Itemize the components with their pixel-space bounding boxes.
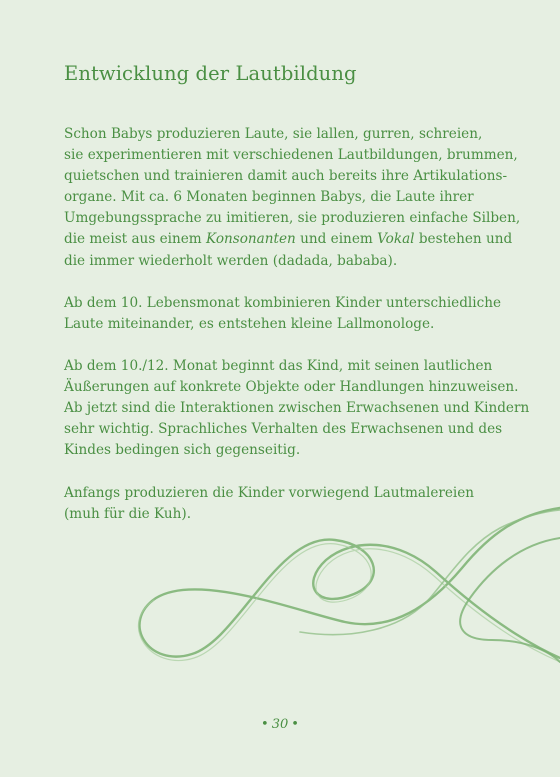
text-line — [64, 208, 521, 229]
text-run: Ab jetzt sind die Interaktionen zwischen Erwachsenen und Kindern — [64, 400, 530, 417]
text-line — [64, 398, 530, 419]
text-line — [64, 356, 504, 377]
text-run: die meist aus einem — [64, 231, 207, 248]
text-line — [64, 251, 504, 272]
paragraph — [64, 483, 504, 525]
swirl-stroke-shadow — [138, 544, 560, 662]
text-line — [64, 504, 504, 525]
text-run: Laute miteinander, es entstehen kleine Lallmonologe. — [64, 315, 435, 332]
text-line — [64, 187, 504, 208]
text-run: Ab dem 10./12. Monat beginnt das Kind, mit seinen lautlichen — [64, 358, 493, 375]
text-line — [64, 440, 504, 461]
text-line — [64, 166, 508, 187]
text-line — [64, 145, 518, 166]
page-number-value: 30 — [271, 717, 289, 732]
page-number-bullet-left: • — [261, 717, 269, 732]
page-number-bullet-right: • — [291, 717, 299, 732]
text-run: bestehen und — [414, 231, 513, 248]
body-text — [64, 124, 530, 546]
page-number — [0, 717, 560, 732]
paragraph — [64, 293, 504, 335]
page-title: Entwicklung der Lautbildung — [64, 62, 357, 85]
text-line — [64, 419, 504, 440]
paragraph — [64, 356, 530, 461]
text-run: Anfangs produzieren die Kinder vorwiegend Lautmalereien — [64, 484, 475, 501]
emphasized-term: Konsonanten — [206, 231, 296, 248]
text-run: die immer wiederholt werden (dadada, bababa). — [64, 252, 398, 269]
text-run: Kindes bedingen sich gegenseitig. — [64, 442, 301, 459]
text-line — [64, 377, 519, 398]
text-run: Umgebungssprache zu imitieren, sie produzieren einfache Silben, — [64, 210, 521, 227]
text-run: Ab dem 10. Lebensmonat kombinieren Kinder unterschiedliche — [64, 294, 502, 311]
text-line — [64, 314, 504, 335]
text-line — [64, 124, 504, 145]
emphasized-term: Vokal — [377, 231, 415, 248]
text-run: quietschen und trainieren damit auch bereits ihre Artikulations- — [64, 168, 508, 185]
swirl-stroke-right-loop — [460, 538, 560, 662]
text-line — [64, 293, 504, 314]
text-run: (muh für die Kuh). — [64, 505, 192, 522]
text-run: Äußerungen auf konkrete Objekte oder Handlungen hinzuweisen. — [64, 379, 519, 396]
text-run: und einem — [295, 231, 378, 248]
text-run: sie experimentieren mit verschiedenen Lautbildungen, brummen, — [64, 147, 518, 164]
text-run: Schon Babys produzieren Laute, sie lallen, gurren, schreien, — [64, 126, 483, 142]
text-line — [64, 229, 513, 250]
text-run: sehr wichtig. Sprachliches Verhalten des Erwachsenen und des — [64, 421, 503, 438]
text-line — [64, 483, 504, 504]
text-run: organe. Mit ca. 6 Monaten beginnen Babys, die Laute ihrer — [64, 189, 474, 206]
paragraph — [64, 124, 521, 272]
